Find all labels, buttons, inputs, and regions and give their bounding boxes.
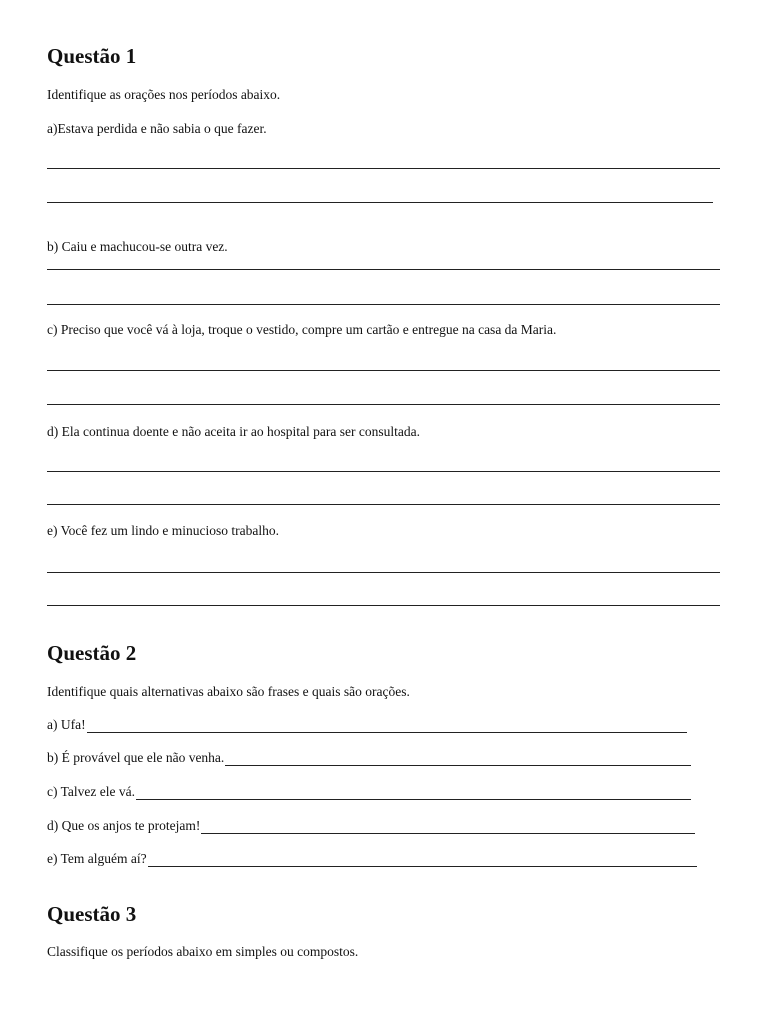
question-1-instruction: Identifique as orações nos períodos abaixo.	[47, 87, 281, 102]
item-label: c) Talvez ele vá.	[47, 784, 136, 799]
answer-line[interactable]	[47, 202, 713, 203]
question-2-item-e	[47, 851, 697, 867]
answer-line[interactable]	[47, 370, 720, 371]
answer-line[interactable]	[47, 605, 720, 606]
item-label: a) Ufa!	[47, 717, 86, 732]
question-1-item-e: e) Você fez um lindo e minucioso trabalho.	[47, 523, 279, 538]
answer-blank[interactable]	[225, 754, 691, 766]
answer-line[interactable]	[47, 404, 720, 405]
answer-line[interactable]	[47, 572, 720, 573]
question-1-title: Questão 1	[47, 44, 137, 68]
question-2-item-b	[47, 750, 691, 766]
question-2-instruction: Identifique quais alternativas abaixo são frases e quais são orações.	[47, 684, 410, 699]
question-2-title: Questão 2	[47, 641, 137, 665]
question-1-item-c: c) Preciso que você vá à loja, troque o vestido, compre um cartão e entregue na casa da Maria.	[47, 322, 557, 337]
answer-blank[interactable]	[136, 788, 691, 800]
question-2-item-c	[47, 784, 691, 800]
answer-line[interactable]	[47, 304, 720, 305]
answer-line[interactable]	[47, 504, 720, 505]
item-label: d) Que os anjos te protejam!	[47, 818, 201, 833]
item-label: b) É provável que ele não venha.	[47, 750, 225, 765]
answer-blank[interactable]	[148, 855, 697, 867]
answer-blank[interactable]	[87, 721, 687, 733]
item-label: e) Tem alguém aí?	[47, 851, 147, 866]
question-1-item-a: a)Estava perdida e não sabia o que fazer.	[47, 121, 267, 136]
question-3-title: Questão 3	[47, 902, 137, 926]
question-2-item-a	[47, 717, 687, 733]
answer-line[interactable]	[47, 168, 720, 169]
question-1-item-b: b) Caiu e machucou-se outra vez.	[47, 239, 228, 254]
question-2-item-d	[47, 818, 695, 834]
question-3-instruction: Classifique os períodos abaixo em simples ou compostos.	[47, 944, 359, 959]
question-1-item-d: d) Ela continua doente e não aceita ir ao hospital para ser consultada.	[47, 424, 420, 439]
answer-line[interactable]	[47, 269, 720, 270]
answer-blank[interactable]	[201, 822, 695, 834]
answer-line[interactable]	[47, 471, 720, 472]
